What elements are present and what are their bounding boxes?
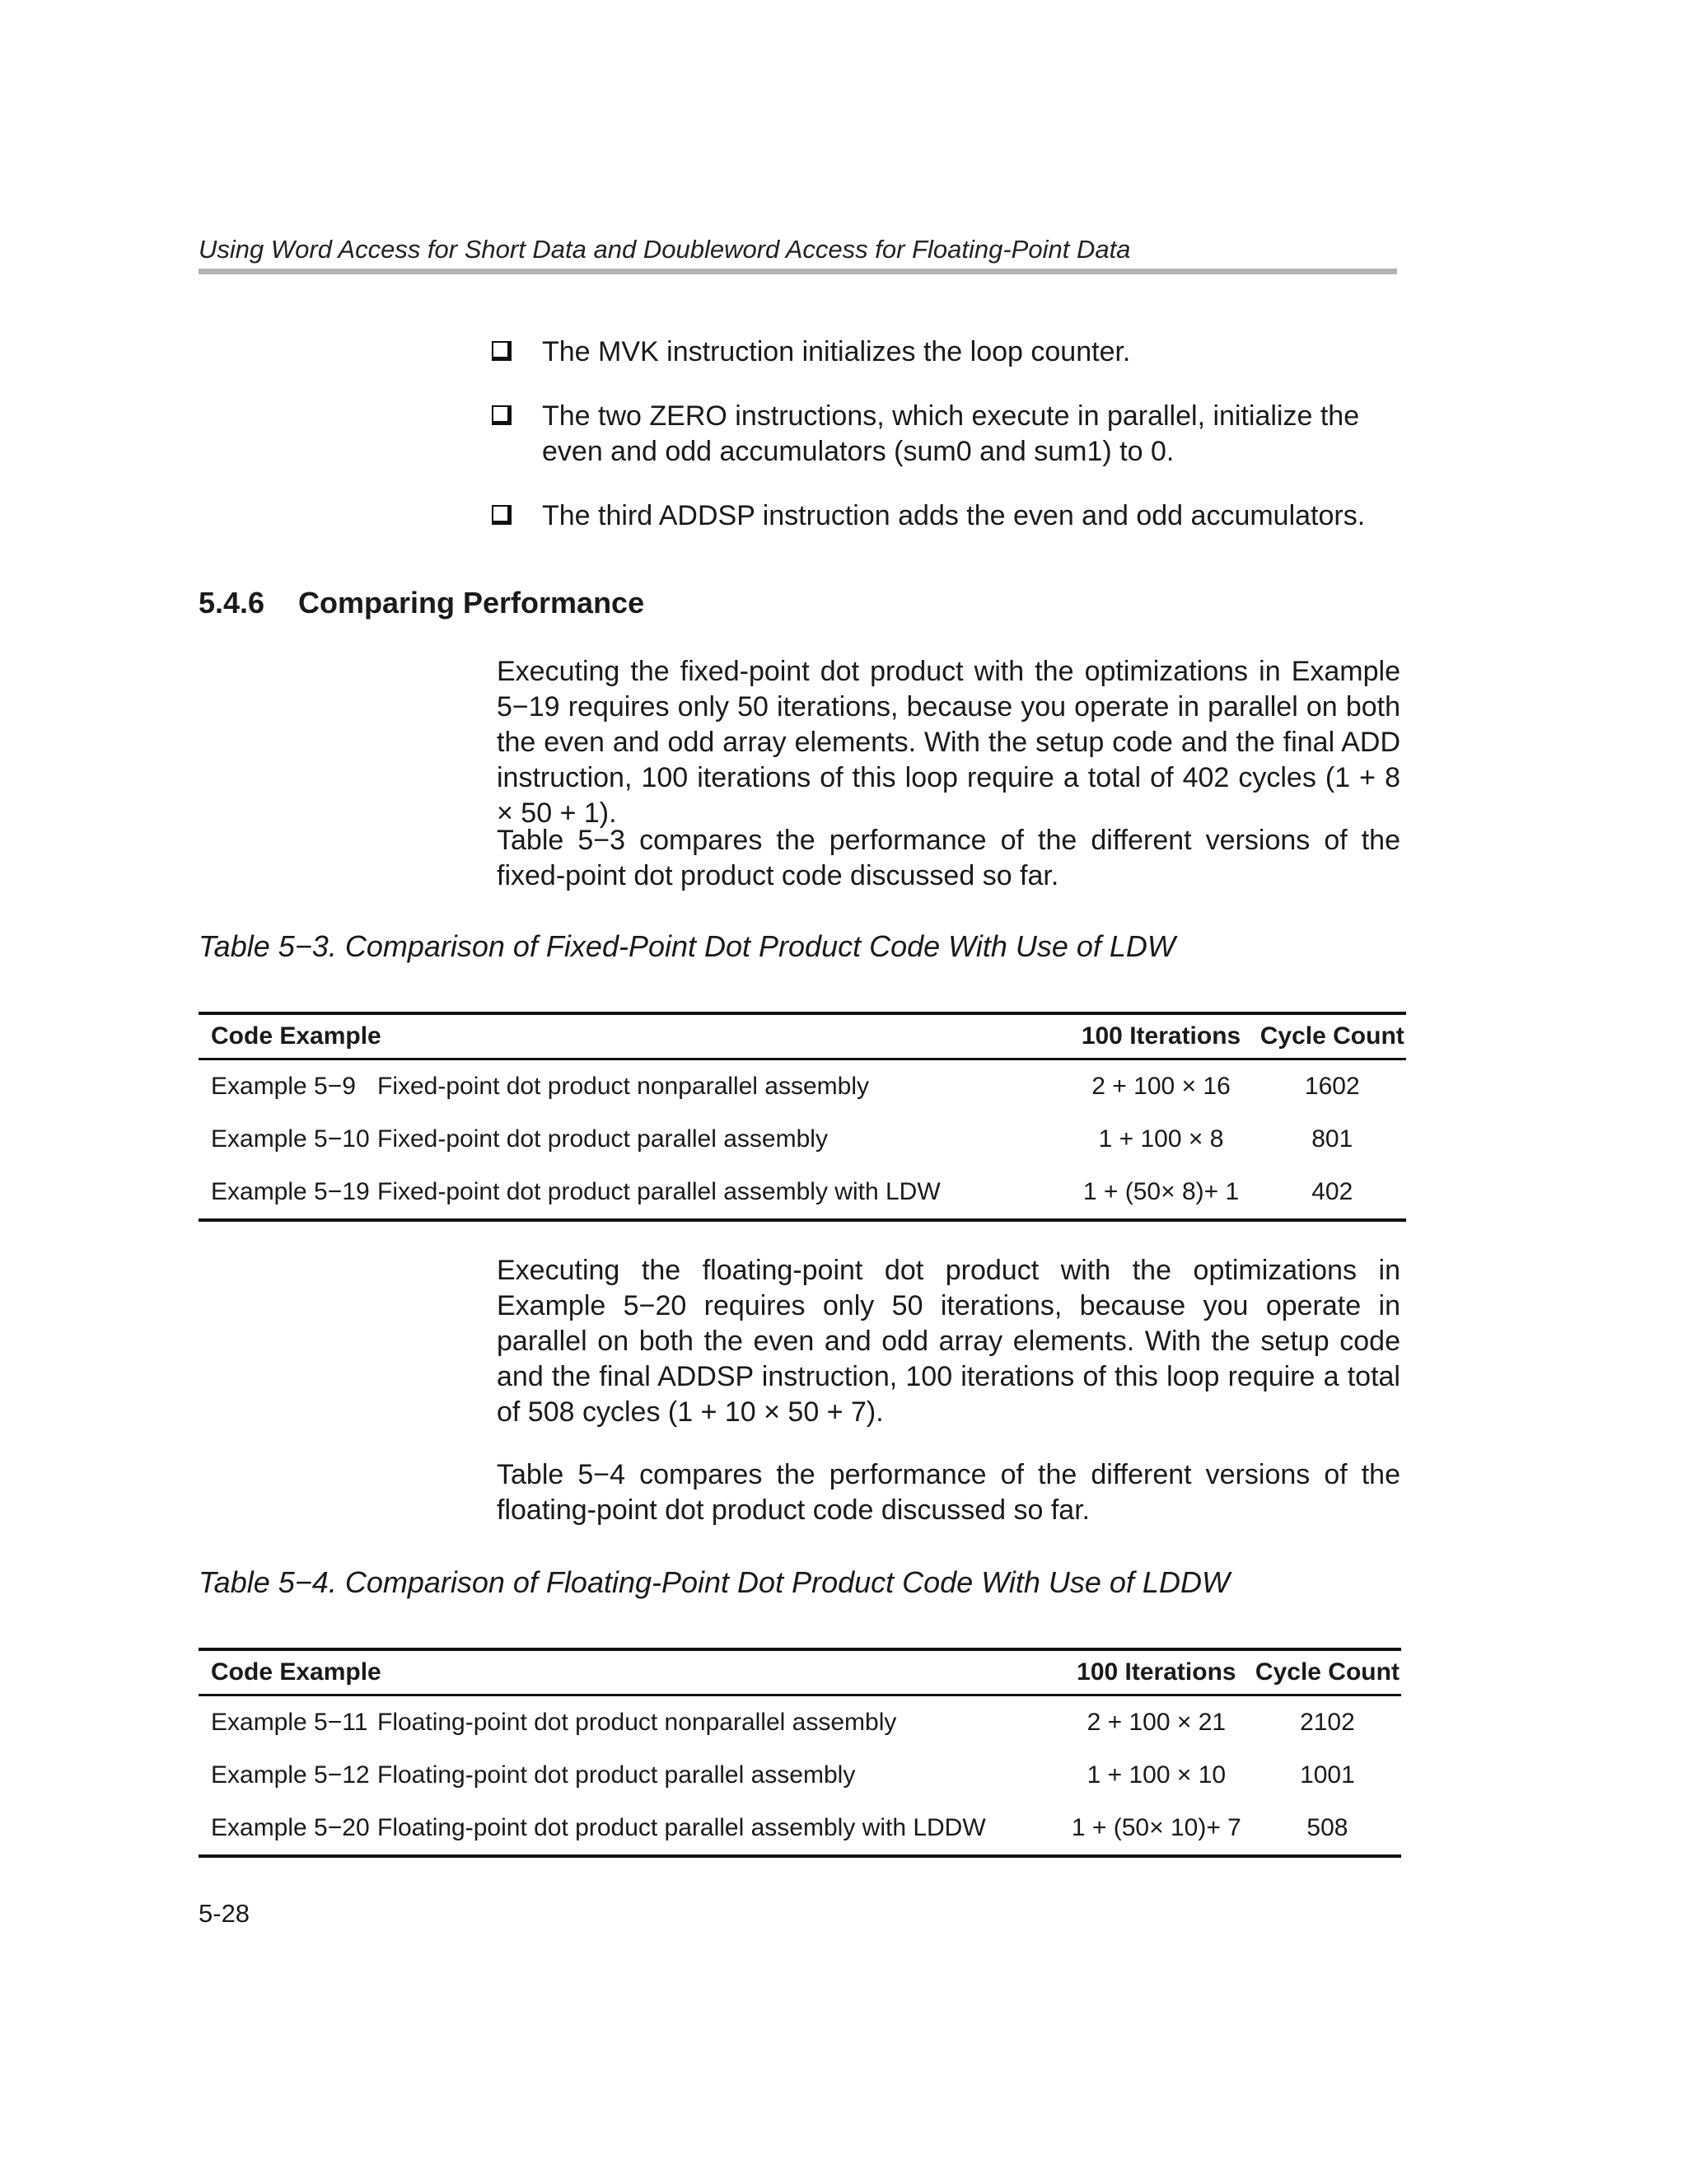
cell-example: Example 5−12 bbox=[211, 1761, 370, 1789]
checkbox-bullet-icon bbox=[492, 341, 512, 361]
table-container bbox=[199, 1012, 1406, 1222]
cell-cycles: 801 bbox=[1311, 1125, 1353, 1153]
paragraph: Table 5−3 compares the performance of the different versions of the fixed-point dot product code discussed so far. bbox=[497, 825, 1400, 891]
cell-cycles: 1602 bbox=[1304, 1073, 1360, 1100]
paragraph-block-1 bbox=[497, 654, 1400, 831]
cell-cycles: 1001 bbox=[1300, 1761, 1355, 1789]
paragraph: Table 5−4 compares the performance of the different versions of the floating-point dot product code discussed so far. bbox=[497, 1459, 1400, 1526]
cell-cycles: 402 bbox=[1311, 1178, 1353, 1205]
section-number: 5.4.6 bbox=[199, 586, 265, 620]
cell-example: Example 5−11 bbox=[211, 1709, 368, 1736]
page-number: 5-28 bbox=[199, 1899, 250, 1928]
cell-iterations: 1 + (50× 8)+ 1 bbox=[1082, 1178, 1240, 1205]
table-row bbox=[199, 1695, 1401, 1750]
paragraph: Executing the floating-point dot product with the optimizations in Example 5−20 requires only 50 iterations, because you operate in parallel on both the even and odd array elements. With the setup code and the final ADDSP instruction, 100 iterations of this loop require a total of 508 cycles (1 + 10 × 50 + 7). bbox=[497, 1255, 1400, 1428]
table-row bbox=[199, 1059, 1406, 1114]
header-iterations: 100 Iterations bbox=[1081, 1022, 1241, 1050]
bullet-item bbox=[492, 498, 1400, 534]
cell-example: Example 5−20 bbox=[211, 1814, 370, 1841]
section-heading bbox=[199, 586, 644, 620]
comparison-table bbox=[199, 1648, 1401, 1858]
running-head: Using Word Access for Short Data and Doubleword Access for Floating-Point Data bbox=[199, 235, 1131, 264]
table-row bbox=[199, 1749, 1401, 1802]
header-rule bbox=[199, 269, 1397, 274]
header-code-example: Code Example bbox=[211, 1658, 381, 1686]
cell-example: Example 5−10 bbox=[211, 1125, 370, 1153]
cell-description: Floating-point dot product nonparallel assembly bbox=[377, 1709, 897, 1736]
cell-iterations: 1 + 100 × 8 bbox=[1098, 1125, 1224, 1153]
paragraph-block-3 bbox=[497, 1253, 1400, 1430]
cell-description: Floating-point dot product parallel assembly bbox=[377, 1761, 856, 1789]
cell-iterations: 1 + (50× 10)+ 7 bbox=[1071, 1814, 1241, 1841]
table-row bbox=[199, 1113, 1406, 1166]
paragraph-block-2 bbox=[497, 823, 1400, 894]
paragraph: Executing the fixed-point dot product with the optimizations in Example 5−19 requires only 50 iterations, because you operate in parallel on both the even and odd array elements. With the setup code and the final ADD instruction, 100 iterations of this loop require a total of 402 cycles (1 + 8 × 50 + 1). bbox=[497, 656, 1400, 829]
table-row bbox=[199, 1802, 1401, 1856]
cell-iterations: 2 + 100 × 16 bbox=[1091, 1073, 1231, 1100]
bullet-list bbox=[492, 334, 1400, 540]
table-caption: Table 5−4. Comparison of Floating-Point Dot Product Code With Use of LDDW bbox=[199, 1565, 1230, 1599]
paragraph-block-4 bbox=[497, 1457, 1400, 1528]
bullet-text: The MVK instruction initializes the loop counter. bbox=[542, 336, 1131, 367]
cell-description: Fixed-point dot product parallel assembly bbox=[377, 1125, 828, 1153]
cell-example: Example 5−19 bbox=[211, 1178, 370, 1205]
table-caption: Table 5−3. Comparison of Fixed-Point Dot Product Code With Use of LDW bbox=[199, 929, 1175, 963]
table-container bbox=[199, 1648, 1401, 1858]
comparison-table bbox=[199, 1012, 1406, 1222]
cell-description: Fixed-point dot product nonparallel assembly bbox=[377, 1073, 869, 1100]
table-row bbox=[199, 1166, 1406, 1220]
cell-cycles: 2102 bbox=[1300, 1709, 1355, 1736]
header-iterations: 100 Iterations bbox=[1077, 1658, 1236, 1686]
table-header-row bbox=[199, 1013, 1406, 1059]
checkbox-bullet-icon bbox=[492, 405, 512, 425]
table-header-row bbox=[199, 1649, 1401, 1695]
cell-description: Fixed-point dot product parallel assembly with LDW bbox=[377, 1178, 941, 1205]
bullet-text: The third ADDSP instruction adds the even and odd accumulators. bbox=[542, 500, 1366, 531]
header-cycle-count: Cycle Count bbox=[1255, 1658, 1400, 1686]
section-title: Comparing Performance bbox=[298, 586, 645, 620]
cell-iterations: 2 + 100 × 21 bbox=[1087, 1709, 1227, 1736]
bullet-text: The two ZERO instructions, which execute in parallel, initialize the even and odd accumulators (sum0 and sum1) to 0. bbox=[542, 400, 1360, 467]
cell-cycles: 508 bbox=[1306, 1814, 1348, 1841]
cell-example: Example 5−9 bbox=[211, 1073, 356, 1100]
header-code-example: Code Example bbox=[211, 1022, 381, 1050]
checkbox-bullet-icon bbox=[492, 505, 512, 525]
bullet-item bbox=[492, 399, 1400, 470]
cell-iterations: 1 + 100 × 10 bbox=[1087, 1761, 1227, 1789]
bullet-item bbox=[492, 334, 1400, 370]
cell-description: Floating-point dot product parallel assembly with LDDW bbox=[377, 1814, 986, 1841]
header-cycle-count: Cycle Count bbox=[1259, 1022, 1404, 1050]
